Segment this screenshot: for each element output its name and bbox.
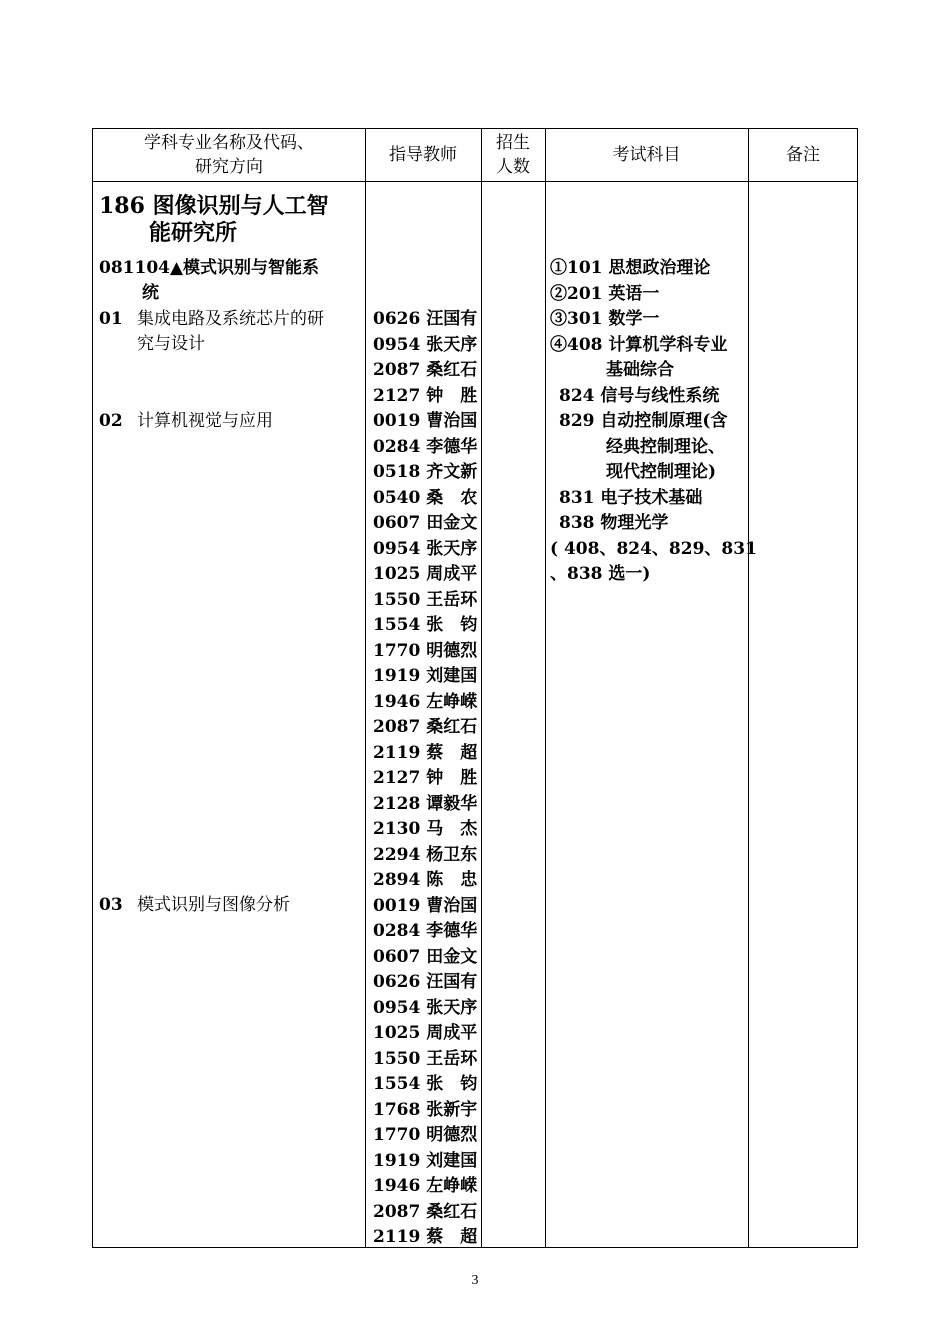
advisor-entry: 2119 蔡 超 [373,1227,478,1247]
advisor-entry: 1554 张 钧 [373,1074,478,1094]
advisor-entry: 0954 张天序 [373,334,478,355]
advisor-entry: 2894 陈 忠 [373,870,478,890]
header-note [748,129,858,181]
advisor-entry: 2087 桑红石 [373,1201,478,1222]
advisor-entry: 1946 左峥嵘 [373,1176,478,1196]
exam-subject: ①101 思想政治理论 [550,258,711,278]
header-divider [93,181,857,182]
advisor-entry: 0626 汪国有 [373,972,478,992]
direction-name-cont: 究与设计 [137,334,205,354]
header-note-label: 备注 [786,145,820,165]
header-quota-line2: 人数 [496,157,530,177]
advisor-entry: 2128 谭毅华 [373,793,478,814]
advisor-entry: 1554 张 钧 [373,615,478,635]
exam-subject: 838 物理光学 [559,513,669,533]
advisor-entry: 1919 刘建国 [373,1150,478,1171]
advisor-entry: 1770 明德烈 [373,640,478,661]
advisor-entry: 0284 李德华 [373,436,478,457]
column-divider [365,129,366,1247]
advisor-entry: 2087 桑红石 [373,717,478,737]
advisor-entry: 2127 钟 胜 [373,385,478,406]
advisor-entry: 0954 张天序 [373,538,478,559]
advisor-entry: 0607 田金文 [373,946,478,967]
exam-subject-cont: 基础综合 [606,360,674,380]
advisor-entry: 1550 王岳环 [373,1048,478,1069]
advisor-entry: 0019 曹治国 [373,411,478,431]
direction-name: 计算机视觉与应用 [137,411,273,431]
advisor-entry: 2127 钟 胜 [373,768,478,788]
header-major [93,129,365,181]
direction-code: 03 [99,895,123,915]
exam-subject: 831 电子技术基础 [559,487,703,508]
advisor-entry: 0284 李德华 [373,921,478,941]
major-name-line2: 统 [142,283,159,303]
exam-subject-list [550,256,757,588]
advisor-entry: 1770 明德烈 [373,1125,478,1145]
admissions-table [92,128,858,1248]
header-advisor-label: 指导教师 [389,145,457,165]
advisor-entry: 1919 刘建国 [373,666,478,686]
advisor-entry: 0954 张天序 [373,997,478,1018]
direction-code: 01 [99,309,123,329]
exam-choice-note-cont: 、838 选一) [550,564,651,584]
advisor-entry: 0019 曹治国 [373,895,478,916]
advisor-list [373,307,477,1251]
page-number: 3 [471,1273,479,1288]
header-advisor [365,129,481,181]
advisor-entry: 2087 桑红石 [373,360,478,380]
advisor-entry: 0607 田金文 [373,513,478,533]
header-quota [481,129,545,181]
exam-subject-cont: 现代控制理论) [606,462,717,482]
header-exam-label: 考试科目 [612,145,681,165]
advisor-entry: 0540 桑 农 [373,487,478,508]
header-exam [545,129,748,181]
advisor-entry: 0518 齐文新 [373,462,478,482]
exam-subject-cont: 经典控制理论、 [606,436,725,457]
advisor-entry: 2119 蔡 超 [373,742,478,763]
exam-subject: ③301 数学一 [550,309,660,329]
advisor-entry: 1768 张新宇 [373,1099,478,1120]
exam-choice-note: ( 408、824、829、831 [550,538,757,559]
advisor-entry: 1946 左峥嵘 [373,691,478,712]
column-divider [481,129,482,1247]
exam-subject: 824 信号与线性系统 [559,385,720,406]
major-name-line1: 081104▲模式识别与智能系 [99,258,320,278]
header-major-line1: 学科专业名称及代码、 [144,133,314,153]
direction-name: 模式识别与图像分析 [137,895,290,915]
advisor-entry: 2294 杨卫东 [373,844,478,865]
direction-code: 02 [99,411,123,431]
advisor-entry: 1550 王岳环 [373,589,478,610]
advisor-entry: 0626 汪国有 [373,309,478,329]
exam-subject: 829 自动控制原理(含 [559,411,728,431]
exam-subject: ④408 计算机学科专业 [550,334,728,355]
institute-name-line1: 186 图像识别与人工智 [99,193,329,219]
exam-subject: ②201 英语一 [550,283,660,304]
direction-name: 集成电路及系统芯片的研 [137,309,324,329]
header-major-line2: 研究方向 [195,157,263,177]
institute-name-line2: 能研究所 [149,220,238,246]
advisor-entry: 1025 周成平 [373,564,478,584]
advisor-entry: 1025 周成平 [373,1023,478,1043]
advisor-entry: 2130 马 杰 [373,819,478,839]
header-quota-line1: 招生 [496,133,530,153]
column-divider [545,129,546,1247]
